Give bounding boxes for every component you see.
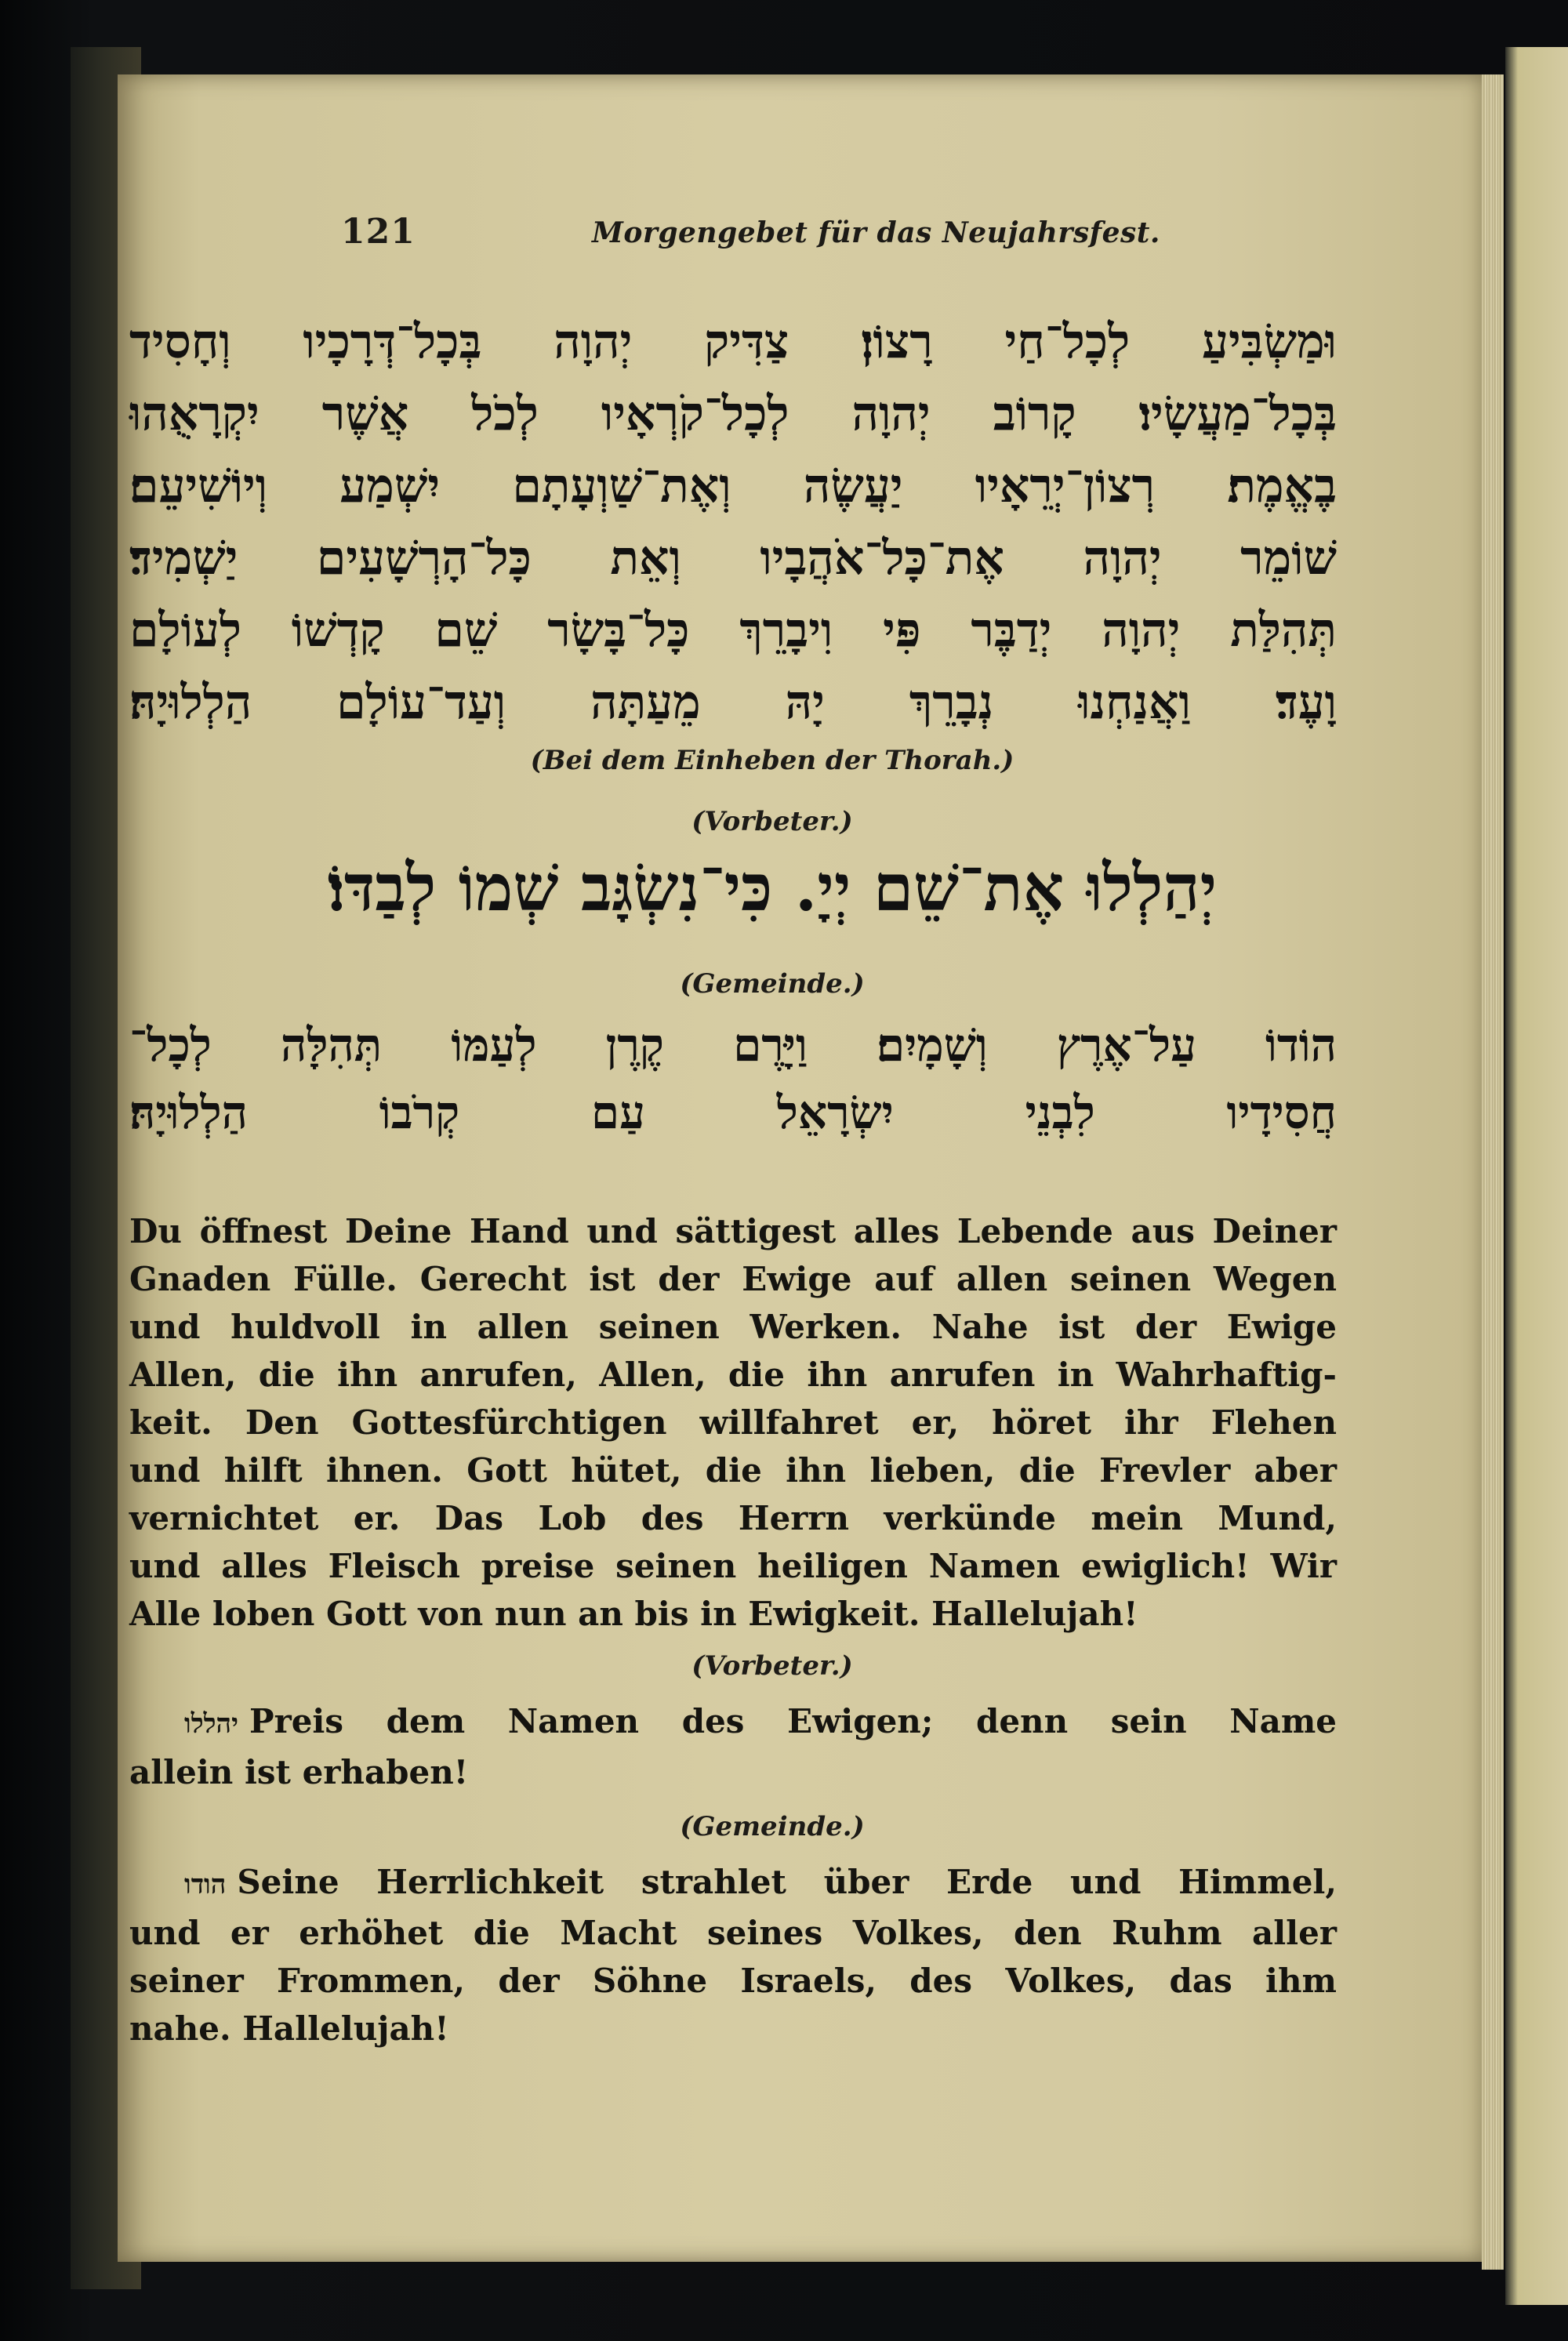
german-line: vernichtet er. Das Lob des Herrn verkünde mein Mund, [129,1499,1337,1537]
german-translation [129,1207,1337,1638]
german-line [129,1858,1337,1909]
hebrew-line: וּמַשְׂבִּיעַ לְכָל־חַי רָצוֹן׃ צַדִּיק יְהוָה בְּכָל־דְּרָכָיו וְחָסִיד [129,314,1337,369]
german-line: keit. Den Gottesfürchtigen willfahret er, höret ihr Flehen [129,1403,1337,1442]
label-gemeinde: (Gemeinde.) [680,1811,865,1842]
label-torah: (Bei dem Einheben der Thorah.) [530,745,1014,776]
page-number: 121 [341,212,416,252]
hebrew-line: בְּכָל־מַעֲשָׂיו׃ קָרוֹב יְהוָה לְכָל־קֹרְאָיו לְכֹל אֲשֶׁר יִקְרָאֻהוּ [129,387,1337,441]
german-line: und alles Fleisch preise seinen heiligen Namen ewiglich! Wir [129,1547,1337,1585]
german-line: Du öffnest Deine Hand und sättigest alles Lebende aus Deiner [129,1212,1337,1250]
hebrew-psalm-block [129,306,1337,739]
hodu-verse-block [129,1011,1337,1146]
german-line: und huldvoll in allen seinen Werken. Nahe ist der Ewige [129,1308,1337,1346]
german-vorbeter-text [129,1697,1337,1796]
hebrew-line: הוֹדוֹ עַל־אֶרֶץ וְשָׁמָיִם׃ וַיָּרֶם קֶרֶן לְעַמּוֹ תְּהִלָּה לְכָל־ [129,1018,1337,1072]
german-line: Alle loben Gott von nun an bis in Ewigkeit. Hallelujah! [129,1595,1138,1633]
german-line: Allen, die ihn anrufen, Allen, die ihn anrufen in Wahrhaftig- [129,1356,1337,1394]
german-gemeinde-text [129,1858,1337,2052]
hebrew-cue-word: יהללו [184,1708,238,1740]
german-line-text: Seine Herrlichkeit strahlet über Erde und Himmel, [237,1863,1337,1901]
german-line-text: Preis dem Namen des Ewigen; denn sein Name [249,1702,1337,1740]
german-line: seiner Frommen, der Söhne Israels, des Volkes, das ihm [129,1962,1337,2000]
hebrew-line: בֶאֱמֶת׃ רְצוֹן־יְרֵאָיו יַעֲשֶׂה וְאֶת־שַׁוְעָתָם יִשְׁמַע וְיוֹשִׁיעֵם׃ [129,459,1337,514]
hebrew-line: שׁוֹמֵר יְהוָה אֶת־כָּל־אֹהֲבָיו וְאֵת כָּל־הָרְשָׁעִים יַשְׁמִיד׃ [129,531,1337,586]
next-page-edge [1505,47,1568,2305]
german-line: allein ist erhaben! [129,1753,469,1791]
hallelu-verse: יְהַלְלוּ אֶת־שֵׁם יְיָ. כִּי־נִשְׂגָּב שְׁמוֹ לְבַדּוֹ׃ [327,851,1218,926]
hebrew-cue-word: הודו [184,1869,227,1900]
german-line: Gnaden Fülle. Gerecht ist der Ewige auf allen seinen Wegen [129,1260,1337,1298]
german-line: nahe. Hallelujah! [129,2009,449,2048]
label-vorbeter: (Vorbeter.) [691,806,853,837]
page-edges [1482,74,1504,2270]
german-line: und er erhöhet die Macht seines Volkes, den Ruhm aller [129,1914,1337,1952]
label-gemeinde: (Gemeinde.) [680,968,865,1000]
hebrew-line: חֲסִידָיו לִבְנֵי יִשְׂרָאֵל עַם קְרֹבוֹ הַלְלוּיָהּ׃ [129,1086,1337,1139]
page-header [208,212,1337,267]
german-line: und hilft ihnen. Gott hütet, die ihn lieben, die Frevler aber [129,1451,1337,1490]
hebrew-line: תְּהִלַּת יְהוָה יְדַבֶּר פִּי וִיבָרֵךְ כָּל־בָּשָׂר שֵׁם קָדְשׁוֹ לְעוֹלָם [129,603,1337,658]
running-head: Morgengebet für das Neujahrsfest. [592,216,1160,249]
label-vorbeter: (Vorbeter.) [691,1650,853,1682]
hebrew-line: וָעֶד׃ וַאֲנַחְנוּ נְבָרֵךְ יָהּ מֵעַתָּה וְעַד־עוֹלָם הַלְלוּיָהּ׃ [129,675,1337,730]
german-line [129,1697,1337,1748]
